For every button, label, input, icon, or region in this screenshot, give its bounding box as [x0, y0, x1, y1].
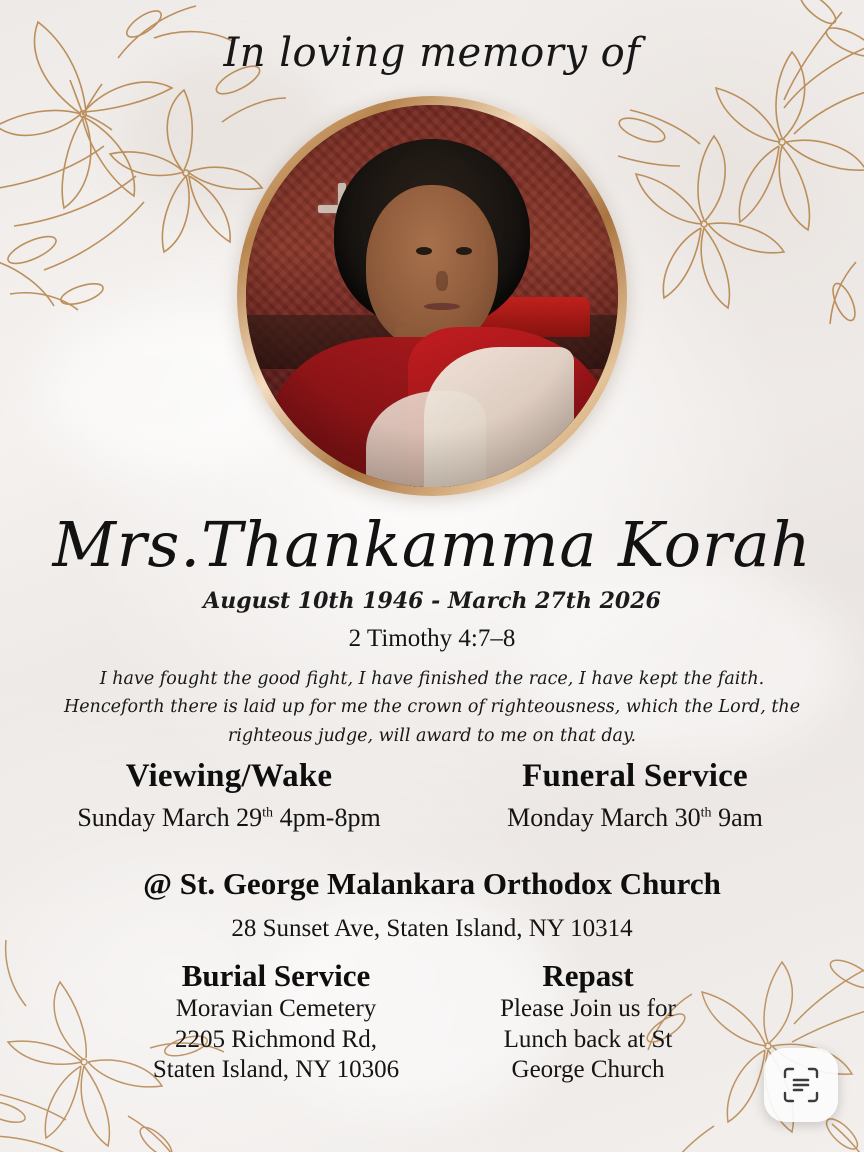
lower-columns [120, 958, 744, 1086]
service-viewing-wake [26, 758, 432, 833]
life-dates-text: August 10th 1946 - March 27th 2026 [203, 588, 661, 614]
scripture-reference: 2 Timothy 4:7–8 [348, 625, 516, 652]
photo-vignette [246, 105, 618, 487]
service-time: 9am [711, 803, 763, 832]
service-title: Viewing/Wake [125, 758, 333, 794]
text-scan-button[interactable] [764, 1048, 838, 1122]
service-datetime [26, 803, 432, 833]
service-date-ordinal: th [262, 805, 274, 821]
burial-service-block [120, 958, 432, 1086]
repast-line: Lunch back at St [503, 1025, 673, 1053]
repast-title: Repast [542, 958, 634, 993]
church-address: 28 Sunset Ave, Staten Island, NY 10314 [231, 915, 633, 942]
burial-line: Moravian Cemetery [175, 995, 377, 1022]
text-scan-icon [781, 1065, 821, 1105]
scripture-passage: I have fought the good fight, I have finished the race, I have kept the faith. Henceforth there is laid up for me the crown of righteousness, which the Lord, the righteous judge, will award to me on that day. [63, 669, 801, 746]
service-datetime [432, 803, 838, 833]
header-script-text: In loving memory of [223, 30, 641, 76]
church-name: @ St. George Malankara Orthodox Church [143, 866, 721, 901]
burial-line: Staten Island, NY 10306 [152, 1056, 400, 1083]
burial-line: 2205 Richmond Rd, [174, 1025, 378, 1053]
service-date-prefix: Monday March 30 [507, 803, 701, 832]
deceased-name: Mrs.Thankamma Korah [52, 508, 812, 581]
service-date-prefix: Sunday March 29 [77, 803, 263, 832]
portrait-photograph [246, 105, 618, 487]
burial-title: Burial Service [181, 958, 371, 993]
repast-block [432, 958, 744, 1086]
portrait-frame [237, 96, 627, 496]
service-funeral [432, 758, 838, 833]
service-title: Funeral Service [522, 758, 748, 794]
service-date-ordinal: th [700, 805, 712, 821]
life-dates [0, 588, 864, 614]
service-columns [26, 758, 838, 833]
repast-line: George Church [511, 1056, 665, 1083]
repast-line: Please Join us for [500, 995, 676, 1022]
service-time: 4pm-8pm [273, 803, 381, 832]
